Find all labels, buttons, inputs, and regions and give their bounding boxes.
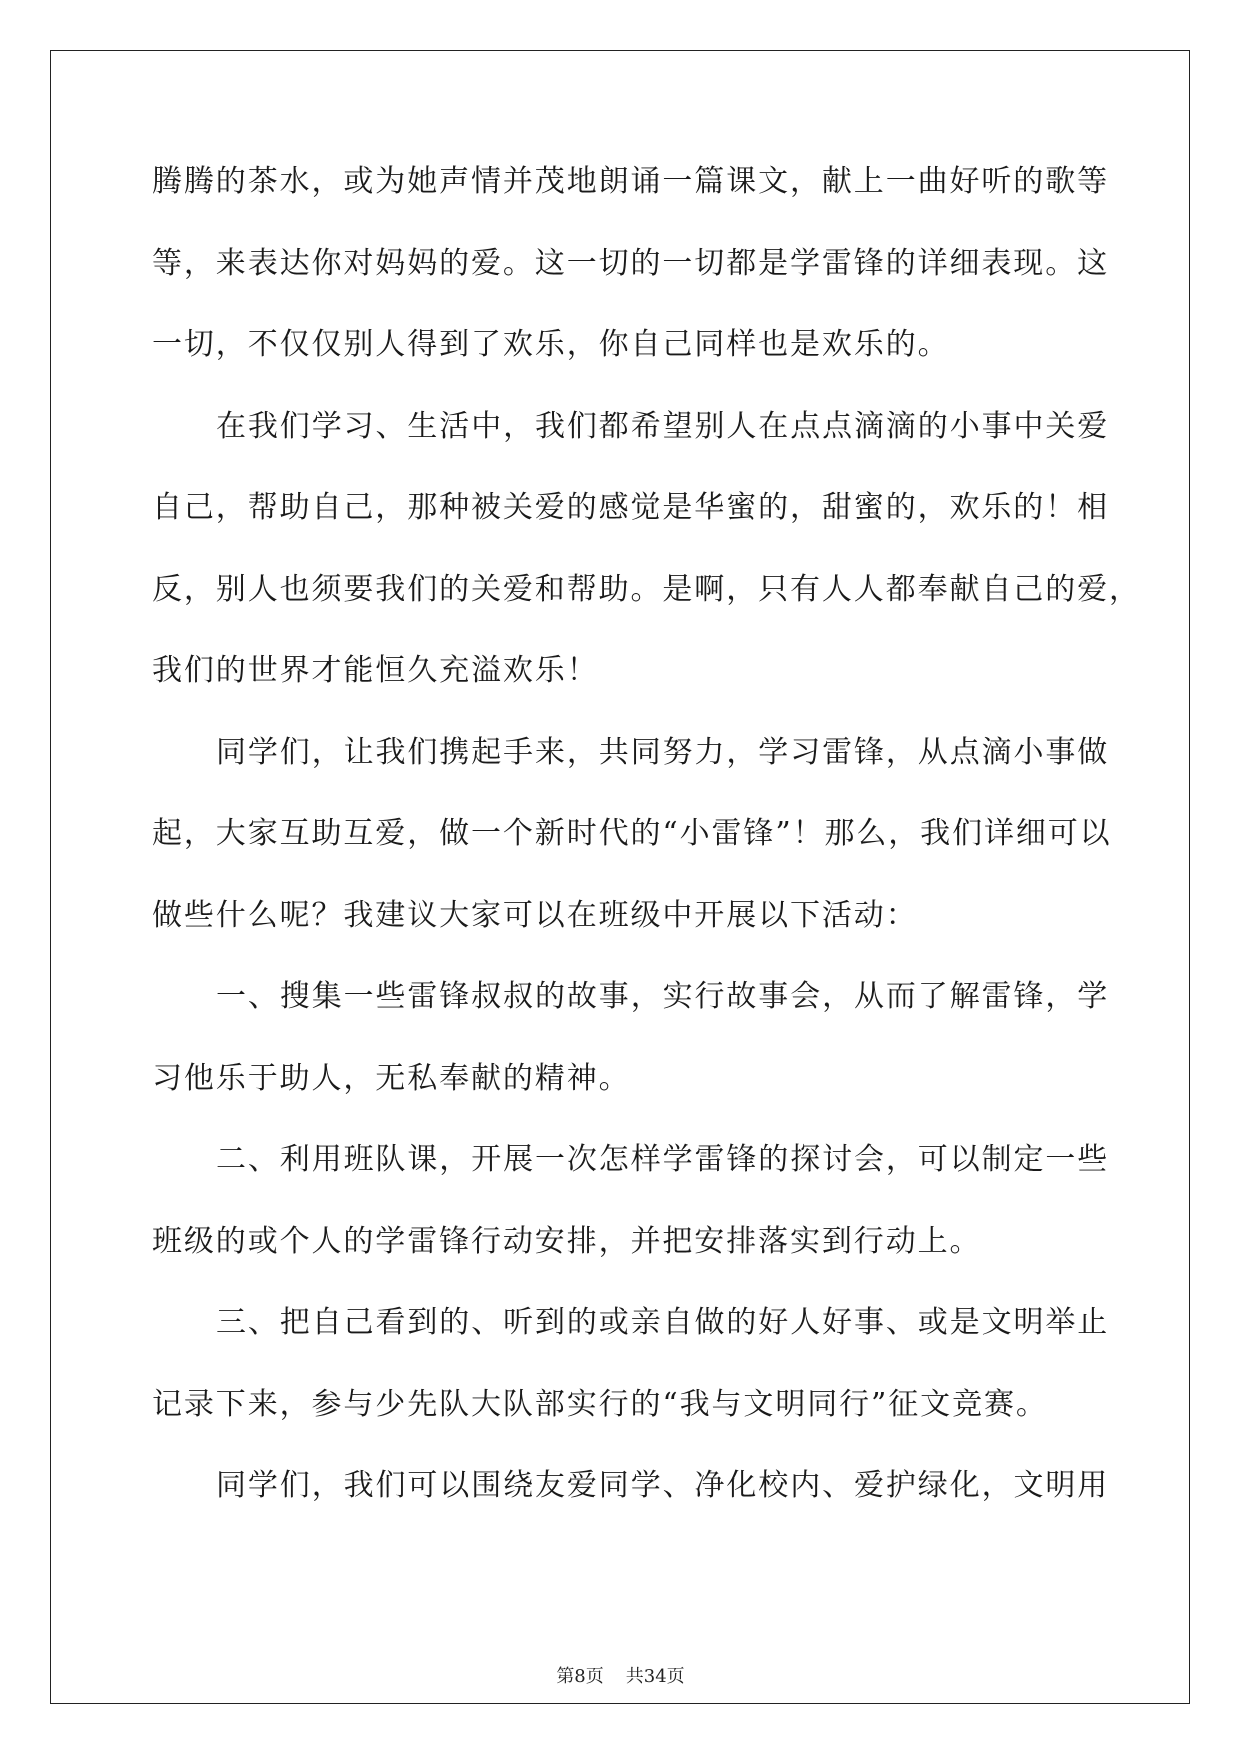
text-line: 起，大家互助互爱，做一个新时代的“小雷锋”！那么，我们详细可以 <box>152 816 1112 851</box>
paragraph-start-line: 同学们，让我们携起手来，共同努力，学习雷锋，从点滴小事做 <box>216 734 1110 770</box>
text-line: 等，来表达你对妈妈的爱。这一切的一切都是学雷锋的详细表现。这 <box>152 245 1109 281</box>
text-line: 做些什么呢？我建议大家可以在班级中开展以下活动： <box>152 897 918 933</box>
paragraph-start-line: 在我们学习、生活中，我们都希望别人在点点滴滴的小事中关爱 <box>216 408 1110 444</box>
page-total: 共34页 <box>625 1666 685 1687</box>
text-line: 班级的或个人的学雷锋行动安排，并把安排落实到行动上。 <box>152 1223 982 1259</box>
document-body <box>152 152 1141 1538</box>
page-number: 第8页 <box>556 1666 604 1687</box>
paragraph-start-line: 二、利用班队课，开展一次怎样学雷锋的探讨会，可以制定一些 <box>216 1142 1110 1177</box>
page-footer <box>0 1666 1241 1688</box>
text-line: 自己，帮助自己，那种被关爱的感觉是华蜜的，甜蜜的，欢乐的！相 <box>152 490 1109 525</box>
text-line: 习他乐于助人，无私奉献的精神。 <box>152 1060 631 1096</box>
paragraph-start-line: 同学们，我们可以围绕友爱同学、净化校内、爱护绿化，文明用 <box>216 1468 1110 1503</box>
text-line: 我们的世界才能恒久充溢欢乐！ <box>152 653 599 688</box>
text-line: 一切，不仅仅别人得到了欢乐，你自己同样也是欢乐的。 <box>152 327 950 362</box>
text-line: 反，别人也须要我们的关爱和帮助。是啊，只有人人都奉献自己的爱， <box>152 571 1141 607</box>
text-line: 腾腾的茶水，或为她声情并茂地朗诵一篇课文，献上一曲好听的歌等 <box>152 164 1109 199</box>
paragraph-start-line: 三、把自己看到的、听到的或亲自做的好人好事、或是文明举止 <box>216 1305 1110 1340</box>
paragraph-start-line: 一、搜集一些雷锋叔叔的故事，实行故事会，从而了解雷锋，学 <box>216 979 1110 1014</box>
text-line: 记录下来，参与少先队大队部实行的“我与文明同行”征文竞赛。 <box>152 1386 1048 1422</box>
